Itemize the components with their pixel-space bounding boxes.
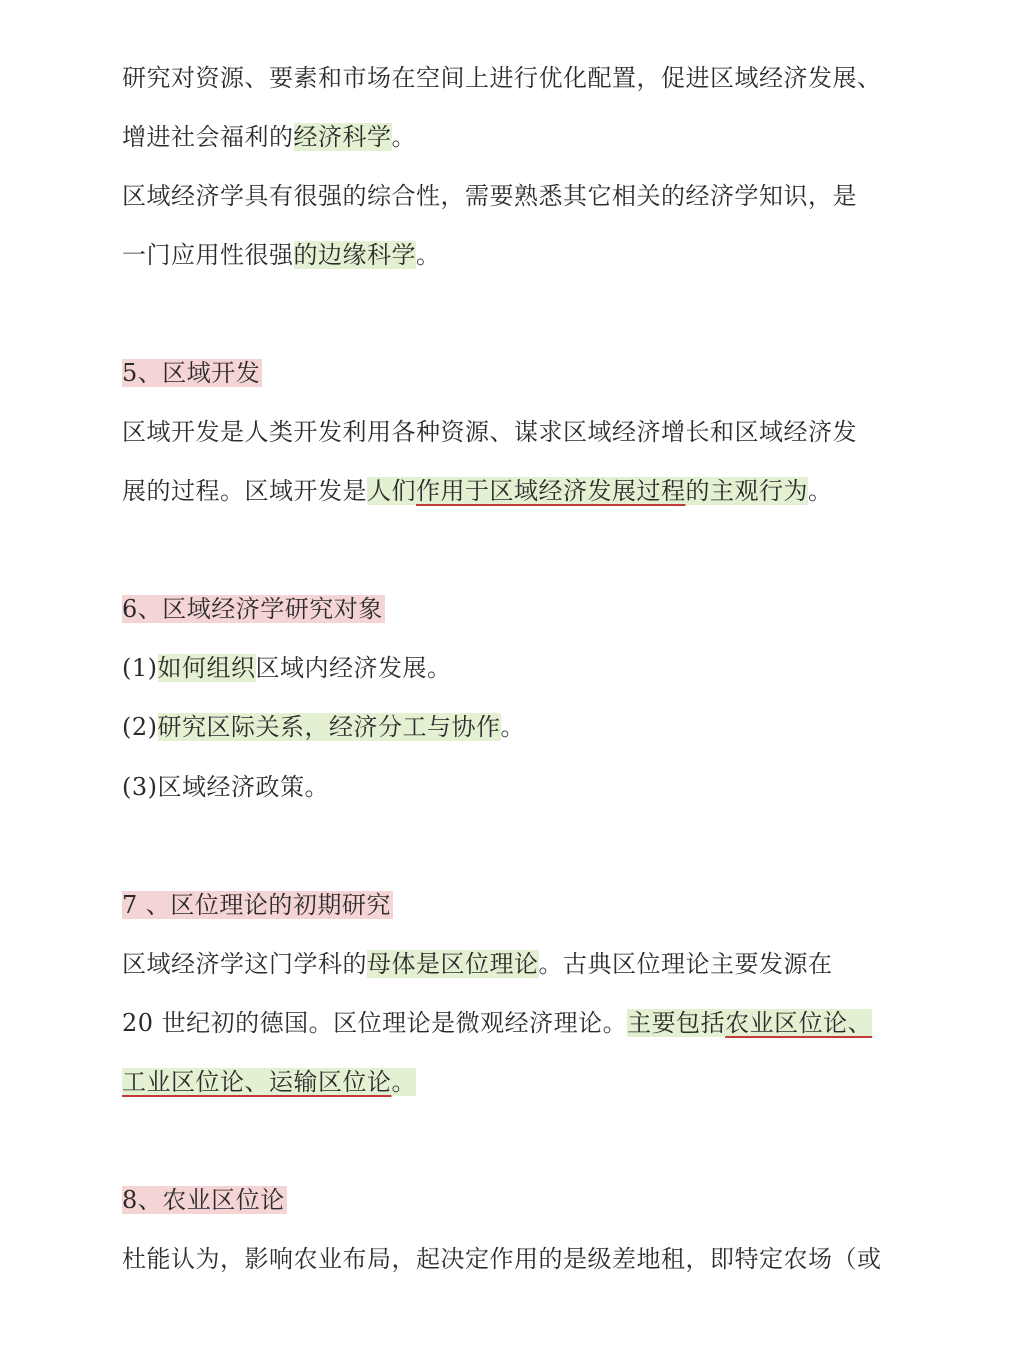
text-segment: 区域开发是人类开发利用各种资源、谋求区域经济增长和区域经济发 <box>122 418 857 446</box>
text-segment: (1) <box>122 654 158 682</box>
highlighted-text: 如何组织 <box>157 654 256 682</box>
text-segment: 展的过程。区域开发是 <box>122 477 367 505</box>
list-item <box>122 769 329 805</box>
highlighted-text: 作用于区域经济发展过程 <box>416 477 686 505</box>
text-segment: 区域内经济发展。 <box>255 654 452 682</box>
highlighted-text: 工业区位论、运输区位论 <box>122 1068 392 1096</box>
text-line <box>122 473 833 509</box>
list-item <box>122 650 452 686</box>
highlighted-text: 农业区位论、 <box>725 1009 873 1037</box>
text-segment: 区域经济学这门学科的 <box>122 950 367 978</box>
text-line <box>122 1064 416 1100</box>
highlighted-text: 的主观行为 <box>685 477 808 505</box>
section-heading <box>122 591 385 627</box>
text-line <box>122 946 833 982</box>
text-segment: (3)区域经济政策。 <box>122 773 329 801</box>
text-segment: 。 <box>416 241 441 269</box>
text-segment: 。 <box>391 123 416 151</box>
highlighted-text: 母体是区位理论 <box>367 950 539 978</box>
text-segment: 。古典区位理论主要发源在 <box>538 950 833 978</box>
text-line <box>122 1005 872 1041</box>
section-heading <box>122 355 262 391</box>
highlighted-text: 8、农业区位论 <box>122 1186 285 1214</box>
highlighted-text: 研究区际关系，经济分工与协作 <box>157 713 501 741</box>
highlighted-text: 。 <box>391 1068 416 1096</box>
text-segment: 。 <box>500 713 525 741</box>
text-line <box>122 414 857 450</box>
text-line <box>122 119 416 155</box>
list-item <box>122 709 525 745</box>
text-segment: (2) <box>122 713 158 741</box>
text-segment: 增进社会福利的 <box>122 123 294 151</box>
section-heading <box>122 1182 287 1218</box>
highlighted-text: 经济科学 <box>293 123 392 151</box>
text-segment: 杜能认为，影响农业布局，起决定作用的是级差地租，即特定农场（或 <box>122 1245 882 1273</box>
text-line <box>122 60 882 96</box>
text-line <box>122 1241 882 1277</box>
text-segment: 研究对资源、要素和市场在空间上进行优化配置，促进区域经济发展、 <box>122 64 882 92</box>
text-segment: 20 世纪初的德国。区位理论是微观经济理论。 <box>122 1009 628 1037</box>
text-line <box>122 178 857 214</box>
highlighted-text: 5、区域开发 <box>122 359 261 387</box>
text-line <box>122 237 441 273</box>
highlighted-text: 6、区域经济学研究对象 <box>122 595 383 623</box>
highlighted-text: 7 、区位理论的初期研究 <box>122 891 391 919</box>
highlighted-text: 的边缘科学 <box>293 241 416 269</box>
text-segment: 区域经济学具有很强的综合性，需要熟悉其它相关的经济学知识，是 <box>122 182 857 210</box>
text-segment: 一门应用性很强 <box>122 241 294 269</box>
text-segment: 。 <box>808 477 833 505</box>
section-heading <box>122 887 393 923</box>
highlighted-text: 主要包括 <box>627 1009 726 1037</box>
highlighted-text: 人们 <box>367 477 416 505</box>
